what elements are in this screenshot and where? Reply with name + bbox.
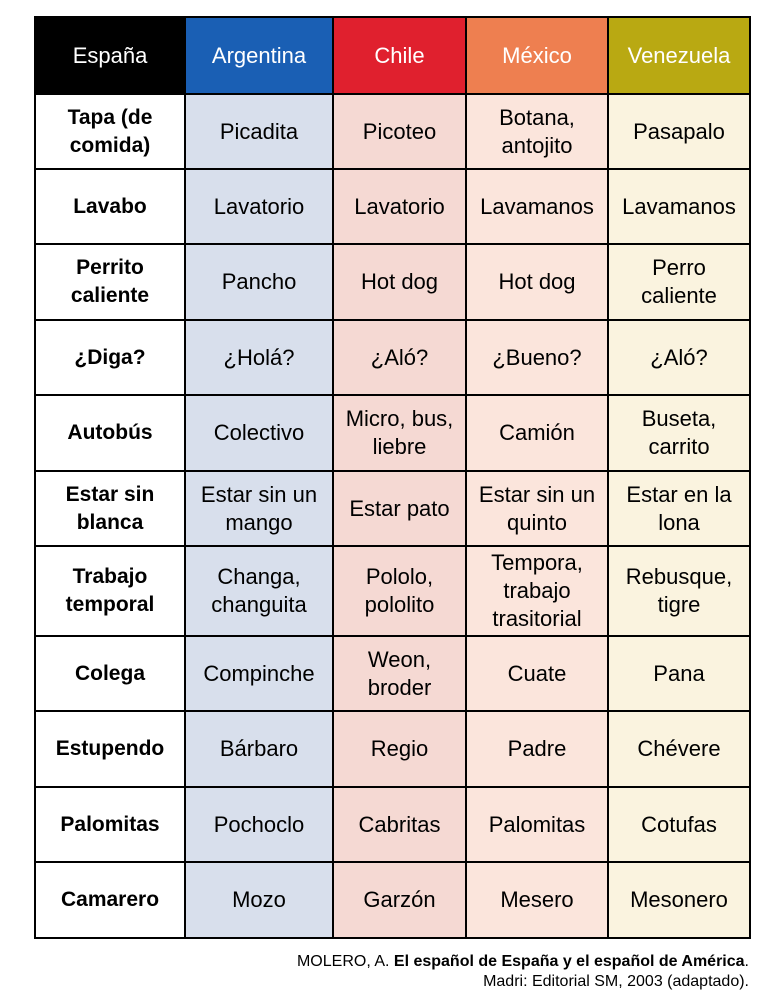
equivalent-cell: Rebusque, tigre xyxy=(608,546,750,636)
equivalent-cell: Hot dog xyxy=(333,244,466,320)
equivalent-cell: Lavamanos xyxy=(466,169,608,244)
spain-term-cell: Colega xyxy=(35,636,185,711)
equivalent-cell: Perro caliente xyxy=(608,244,750,320)
spain-term-cell: Autobús xyxy=(35,395,185,471)
citation-author: MOLERO, A. xyxy=(296,953,390,970)
equivalent-cell: Lavamanos xyxy=(608,169,750,244)
citation-line-1: MOLERO, A. El español de España y el español de América. xyxy=(296,953,749,970)
table-row xyxy=(35,244,750,320)
equivalent-cell: Pancho xyxy=(185,244,333,320)
table-body xyxy=(35,94,750,938)
header-spain: España xyxy=(35,17,185,94)
citation xyxy=(297,952,749,992)
equivalent-cell: Estar sin un quinto xyxy=(466,471,608,546)
table-row xyxy=(35,320,750,395)
equivalent-cell: Pololo, pololito xyxy=(333,546,466,636)
spain-term-cell: Camarero xyxy=(35,862,185,938)
table-row xyxy=(35,862,750,938)
equivalent-cell: Pana xyxy=(608,636,750,711)
citation-title: El español de España y el español de América xyxy=(393,953,745,970)
spain-term-cell: Lavabo xyxy=(35,169,185,244)
equivalent-cell: Pasapalo xyxy=(608,94,750,169)
spain-term-cell: Perrito caliente xyxy=(35,244,185,320)
equivalent-cell: Mesero xyxy=(466,862,608,938)
equivalent-cell: Tempora, trabajo trasitorial xyxy=(466,546,608,636)
spain-term-cell: ¿Diga? xyxy=(35,320,185,395)
equivalent-cell: Regio xyxy=(333,711,466,787)
header-country-4: Venezuela xyxy=(608,17,750,94)
equivalent-cell: Lavatorio xyxy=(333,169,466,244)
header-row xyxy=(35,17,750,94)
equivalent-cell: Cuate xyxy=(466,636,608,711)
equivalent-cell: Compinche xyxy=(185,636,333,711)
header-country-3: México xyxy=(466,17,608,94)
equivalent-cell: ¿Aló? xyxy=(608,320,750,395)
equivalent-cell: Garzón xyxy=(333,862,466,938)
table-row xyxy=(35,787,750,862)
equivalent-cell: Chévere xyxy=(608,711,750,787)
equivalent-cell: Pochoclo xyxy=(185,787,333,862)
equivalent-cell: ¿Holá? xyxy=(185,320,333,395)
header-country-2: Chile xyxy=(333,17,466,94)
equivalent-cell: Camión xyxy=(466,395,608,471)
equivalent-cell: Palomitas xyxy=(466,787,608,862)
table-header xyxy=(35,17,750,94)
spain-term-cell: Palomitas xyxy=(35,787,185,862)
equivalent-cell: Padre xyxy=(466,711,608,787)
equivalent-cell: Micro, bus, liebre xyxy=(333,395,466,471)
equivalent-cell: Estar en la lona xyxy=(608,471,750,546)
equivalent-cell: Cabritas xyxy=(333,787,466,862)
table-row xyxy=(35,94,750,169)
equivalent-cell: Weon, broder xyxy=(333,636,466,711)
equivalent-cell: Buseta, carrito xyxy=(608,395,750,471)
table-row xyxy=(35,636,750,711)
header-country-1: Argentina xyxy=(185,17,333,94)
equivalent-cell: Estar pato xyxy=(333,471,466,546)
equivalent-cell: ¿Aló? xyxy=(333,320,466,395)
equivalent-cell: Cotufas xyxy=(608,787,750,862)
equivalent-cell: Estar sin un mango xyxy=(185,471,333,546)
equivalent-cell: Colectivo xyxy=(185,395,333,471)
table-row xyxy=(35,169,750,244)
citation-publisher: Madri: Editorial SM, 2003 (adaptado). xyxy=(483,973,749,990)
equivalent-cell: Hot dog xyxy=(466,244,608,320)
equivalent-cell: ¿Bueno? xyxy=(466,320,608,395)
equivalent-cell: Changa, changuita xyxy=(185,546,333,636)
table-row xyxy=(35,471,750,546)
equivalent-cell: Picoteo xyxy=(333,94,466,169)
spain-term-cell: Estupendo xyxy=(35,711,185,787)
equivalent-cell: Botana, antojito xyxy=(466,94,608,169)
equivalent-cell: Mesonero xyxy=(608,862,750,938)
spain-term-cell: Trabajo temporal xyxy=(35,546,185,636)
vocabulary-table xyxy=(34,16,751,939)
equivalent-cell: Mozo xyxy=(185,862,333,938)
spain-term-cell: Tapa (de comida) xyxy=(35,94,185,169)
table-row xyxy=(35,711,750,787)
equivalent-cell: Bárbaro xyxy=(185,711,333,787)
equivalent-cell: Picadita xyxy=(185,94,333,169)
table-row xyxy=(35,546,750,636)
table-row xyxy=(35,395,750,471)
spain-term-cell: Estar sin blanca xyxy=(35,471,185,546)
equivalent-cell: Lavatorio xyxy=(185,169,333,244)
